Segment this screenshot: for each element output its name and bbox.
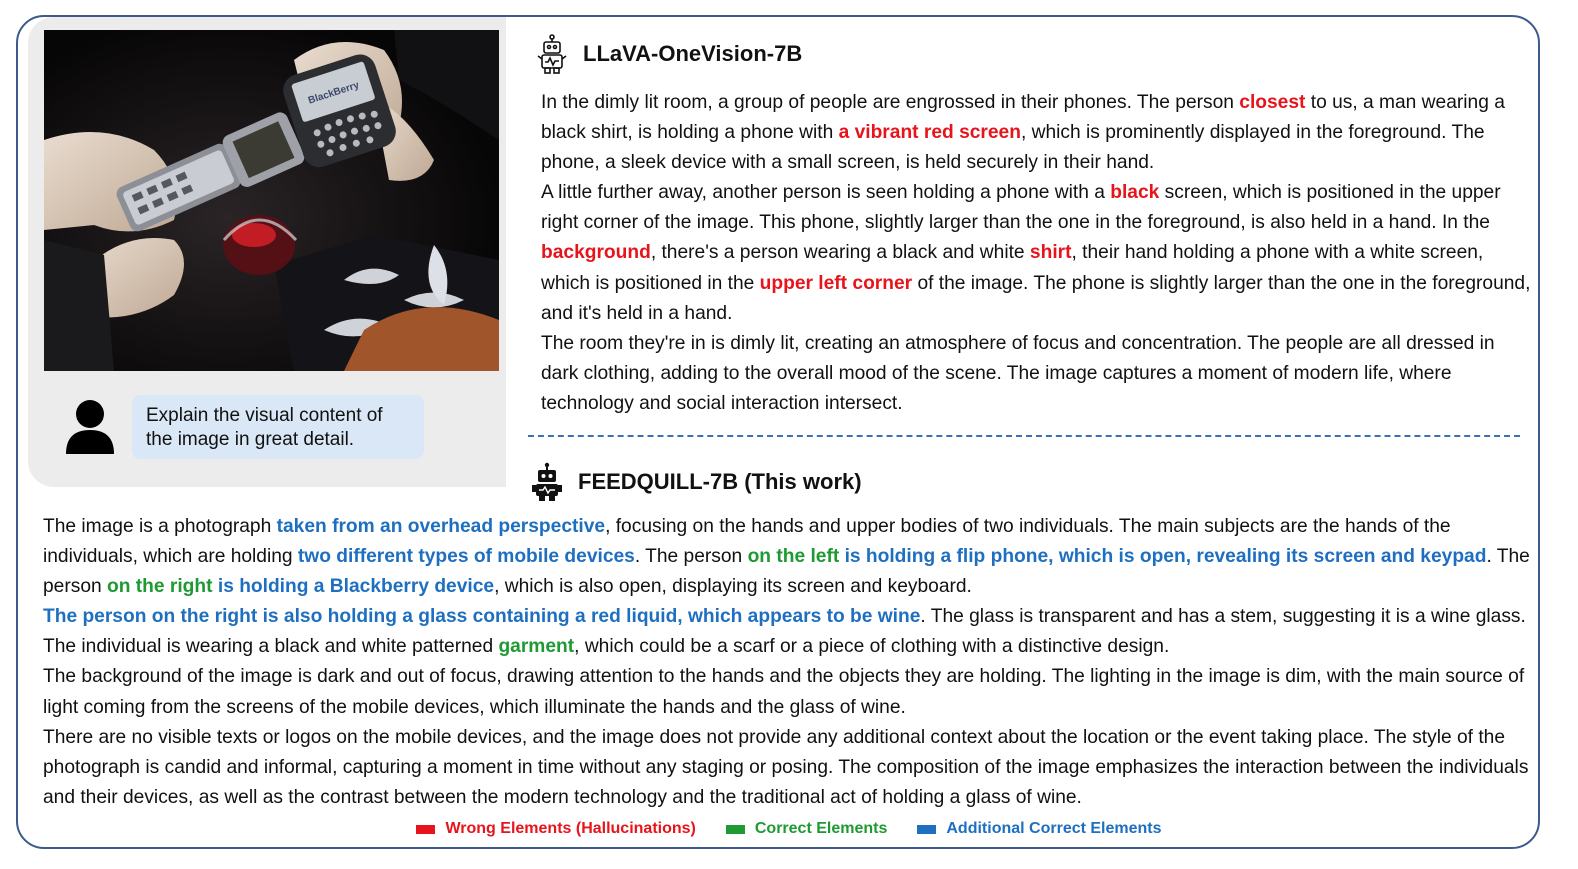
highlight-green: on the right [107, 576, 213, 598]
highlight-red: upper left corner [759, 272, 913, 294]
caption-paragraph [43, 602, 1533, 662]
highlight-blue: The person on the right is also holding a glass containing a red liquid, which appears to be wine [43, 606, 921, 628]
robot-outline-icon [535, 34, 569, 74]
prompt-bubble: Explain the visual content of the image in great detail. [132, 395, 424, 459]
highlight-red: black [1110, 182, 1160, 204]
legend-swatch-wrong [416, 825, 435, 834]
highlight-blue: two different types of mobile devices [297, 546, 635, 568]
highlight-blue: is holding a flip phone, which is open, revealing its screen and keypad [844, 546, 1487, 568]
legend-label-additional: Additional Correct Elements [946, 820, 1162, 837]
highlight-green: on the left [747, 546, 840, 568]
caption-text: screen, which is positioned in the upper right corner of the image. This phone, slightly larger than the one in the foreground, is also held in a hand. In the [541, 182, 1501, 234]
caption-text: The image is a photograph [43, 516, 277, 537]
caption-text: In the dimly lit room, a group of people are engrossed in their phones. The person [541, 92, 1240, 113]
legend-item-additional [917, 820, 1161, 838]
caption-text: , there's a person wearing a black and white [650, 242, 1030, 264]
ours-model-name: FEEDQUILL-7B (This work) [578, 469, 862, 494]
robot-filled-icon [530, 462, 564, 502]
caption-text: A little further away, another person is seen holding a phone with a [541, 182, 1111, 204]
highlight-red: background [541, 242, 651, 264]
legend-item-wrong [416, 820, 695, 838]
highlight-blue: is holding a Blackberry device [217, 576, 495, 598]
caption-paragraph [43, 662, 1533, 722]
legend-swatch-additional [917, 825, 936, 834]
highlight-red: closest [1239, 92, 1306, 113]
caption-text: , which is also open, displaying its screen and keyboard. [494, 576, 972, 598]
legend [0, 820, 1578, 838]
legend-label-wrong: Wrong Elements (Hallucinations) [445, 820, 696, 837]
caption-text: The background of the image is dark and out of focus, drawing attention to the hands and the objects they are holding. The lighting in the image is dim, with the main source of light coming from the screens of the mobile devices, which illuminate the hands and the glass of wine. [43, 666, 1525, 718]
caption-paragraph [541, 329, 1536, 419]
caption-text: . The person [634, 546, 748, 568]
caption-text: , their hand holding a phone with a white screen, which is positioned in the [541, 242, 1484, 294]
caption-text: The room they're in is dimly lit, creating an atmosphere of focus and concentration. The people are all dressed in dark clothing, adding to the overall mood of the scene. The image captures a moment of modern life, where technology and social interaction intersect. [541, 332, 1495, 414]
caption-text: , which could be a scarf or a piece of clothing with a distinctive design. [574, 636, 1170, 658]
caption-paragraph [541, 88, 1536, 178]
caption-paragraph [43, 723, 1533, 813]
phone-brand-text: BlackBerry [306, 79, 361, 107]
input-photo [44, 30, 499, 371]
highlight-red: a vibrant red screen [838, 122, 1021, 144]
baseline-caption [541, 88, 1536, 419]
highlight-red: shirt [1029, 242, 1072, 264]
caption-text: . The glass is transparent and has a stem, suggesting it is a wine glass. The individual is wearing a black and white patterned [43, 606, 1526, 658]
highlight-blue: taken from an overhead perspective [276, 516, 606, 537]
caption-text: There are no visible texts or logos on the mobile devices, and the image does not provide any additional context about the location or the event taking place. The style of the photograph is candid and informal, capturing a moment in time without any staging or posing. The composition of the image emphasizes the interaction between the individuals and their devices, as well as the contrast between the modern technology and the traditional act of holding a glass of wine. [43, 726, 1529, 808]
legend-label-correct: Correct Elements [754, 820, 888, 837]
legend-item-correct [726, 820, 888, 838]
caption-paragraph [43, 512, 1533, 602]
section-divider [528, 435, 1520, 437]
baseline-model-name: LLaVA-OneVision-7B [583, 41, 803, 66]
legend-swatch-correct [726, 825, 745, 834]
baseline-model-header [535, 34, 802, 74]
caption-text: . The person [43, 546, 1530, 598]
caption-text: , which is prominently displayed in the foreground. The phone, a sleek device with a small screen, is held securely in their hand. [541, 122, 1485, 174]
ours-caption [43, 512, 1533, 813]
user-icon [62, 398, 118, 456]
caption-paragraph [541, 178, 1536, 328]
highlight-green: garment [498, 636, 575, 658]
caption-text: of the image. The phone is slightly larger than the one in the foreground, and it's held in a hand. [541, 272, 1531, 324]
caption-text: to us, a man wearing a black shirt, is holding a phone with [541, 92, 1505, 144]
ours-model-header [530, 462, 862, 502]
caption-text: , focusing on the hands and upper bodies of two individuals. The main subjects are the hands of the individuals, which are holding [43, 516, 1451, 568]
